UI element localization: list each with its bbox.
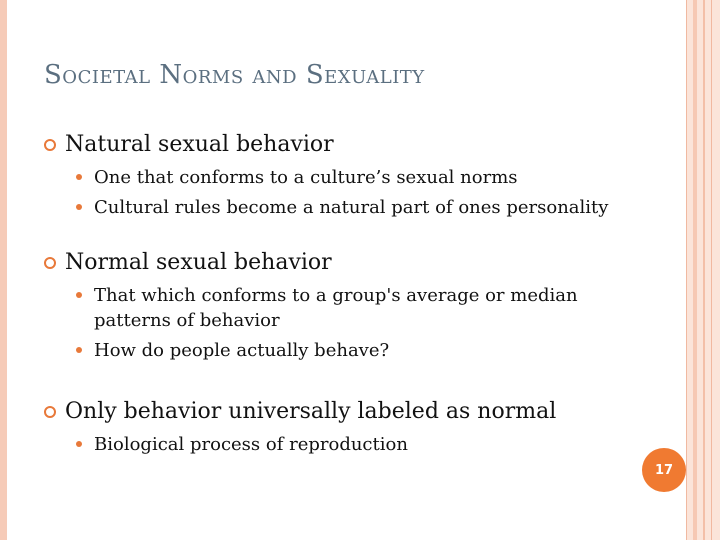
- border-stripe: [711, 0, 712, 540]
- spacer: [44, 220, 644, 248]
- page-number-badge: 17: [642, 448, 686, 492]
- heading-text: Only behavior universally labeled as normal: [65, 399, 557, 424]
- heading-text: Normal sexual behavior: [65, 250, 332, 275]
- sub-bullet: [44, 338, 644, 363]
- sub-bullet: [44, 165, 644, 190]
- ring-bullet-icon: [44, 257, 56, 269]
- border-stripe: [693, 0, 697, 540]
- dot-bullet-icon: [76, 441, 82, 447]
- sub-bullet-text: One that conforms to a culture’s sexual norms: [94, 167, 518, 188]
- bullet-heading-normal: [44, 248, 644, 278]
- dot-bullet-icon: [76, 292, 82, 298]
- sub-bullet-text: That which conforms to a group's average or median patterns of behavior: [94, 285, 578, 331]
- border-stripe: [703, 0, 705, 540]
- ring-bullet-icon: [44, 406, 56, 418]
- slide-title: Societal Norms and Sexuality: [44, 60, 425, 90]
- sub-bullet: [44, 432, 644, 457]
- sub-bullet-text: Cultural rules become a natural part of ones personality: [94, 197, 609, 218]
- bullet-heading-universal: [44, 397, 644, 427]
- right-border-decoration: [686, 0, 720, 540]
- sub-bullet-text: Biological process of reproduction: [94, 434, 408, 455]
- ring-bullet-icon: [44, 139, 56, 151]
- dot-bullet-icon: [76, 174, 82, 180]
- dot-bullet-icon: [76, 204, 82, 210]
- sub-bullet: [44, 283, 644, 333]
- spacer: [44, 363, 644, 397]
- sub-bullet: [44, 195, 644, 220]
- heading-text: Natural sexual behavior: [65, 132, 334, 157]
- slide-content: [44, 130, 644, 457]
- left-border-decoration: [0, 0, 7, 540]
- sub-bullet-text: How do people actually behave?: [94, 340, 390, 361]
- bullet-heading-natural: [44, 130, 644, 160]
- dot-bullet-icon: [76, 347, 82, 353]
